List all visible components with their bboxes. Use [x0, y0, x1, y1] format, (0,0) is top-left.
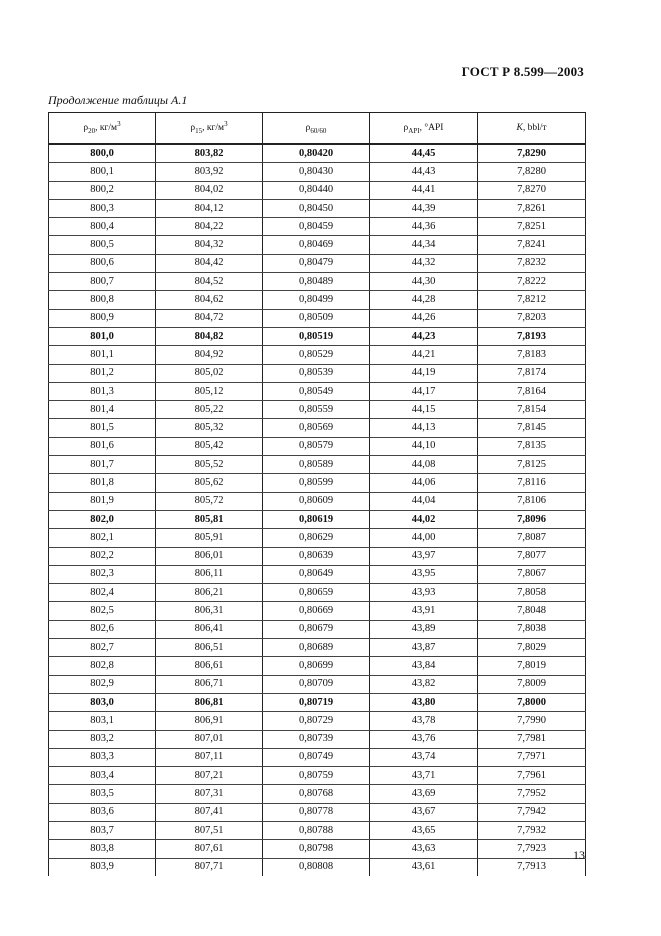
table-cell: 806,81: [156, 693, 263, 711]
table-cell: 44,23: [370, 327, 478, 345]
table-cell: 44,08: [370, 456, 478, 474]
table-cell: 44,19: [370, 364, 478, 382]
table-cell: 801,9: [49, 492, 156, 510]
table-cell: 44,45: [370, 144, 478, 163]
table-cell: 0,80450: [263, 199, 370, 217]
table-cell: 0,80629: [263, 529, 370, 547]
table-cell: 7,8232: [478, 254, 586, 272]
table-cell: 803,2: [49, 730, 156, 748]
table-row: [49, 419, 586, 437]
table-cell: 0,80669: [263, 602, 370, 620]
table-cell: 44,26: [370, 309, 478, 327]
table-cell: 7,8193: [478, 327, 586, 345]
table-cell: 0,80539: [263, 364, 370, 382]
table-cell: 0,80768: [263, 785, 370, 803]
table-cell: 801,5: [49, 419, 156, 437]
table-cell: 803,82: [156, 144, 263, 163]
table-cell: 7,8000: [478, 693, 586, 711]
column-header: [263, 113, 370, 145]
column-subscript: API: [408, 127, 420, 136]
table-cell: 807,31: [156, 785, 263, 803]
table-cell: 804,02: [156, 181, 263, 199]
table-cell: 803,9: [49, 858, 156, 876]
table-header-row: [49, 113, 586, 145]
table-row: [49, 144, 586, 163]
table-cell: 7,8125: [478, 456, 586, 474]
table-row: [49, 382, 586, 400]
table-cell: 802,3: [49, 565, 156, 583]
column-header: [478, 113, 586, 145]
column-subscript: 60/60: [310, 127, 327, 136]
table-cell: 802,5: [49, 602, 156, 620]
table-cell: 802,8: [49, 657, 156, 675]
table-row: [49, 437, 586, 455]
table-cell: 44,28: [370, 291, 478, 309]
table-cell: 807,01: [156, 730, 263, 748]
table-cell: 0,80619: [263, 510, 370, 528]
table-cell: 43,95: [370, 565, 478, 583]
table-cell: 807,21: [156, 767, 263, 785]
table-cell: 801,4: [49, 401, 156, 419]
table-row: [49, 199, 586, 217]
table-cell: 801,8: [49, 474, 156, 492]
table-cell: 806,11: [156, 565, 263, 583]
table-cell: 803,92: [156, 163, 263, 181]
column-superscript: 3: [117, 120, 121, 129]
table-cell: 802,4: [49, 584, 156, 602]
table-row: [49, 309, 586, 327]
table-row: [49, 639, 586, 657]
table-cell: 0,80459: [263, 218, 370, 236]
table-cell: 802,6: [49, 620, 156, 638]
table-cell: 7,8077: [478, 547, 586, 565]
table-cell: 43,76: [370, 730, 478, 748]
table-cell: 44,17: [370, 382, 478, 400]
density-table: [48, 112, 586, 876]
table-row: [49, 181, 586, 199]
table-cell: 800,6: [49, 254, 156, 272]
table-cell: 43,67: [370, 803, 478, 821]
table-cell: 806,01: [156, 547, 263, 565]
table-cell: 0,80469: [263, 236, 370, 254]
table-cell: 802,9: [49, 675, 156, 693]
table-row: [49, 565, 586, 583]
table-cell: 44,30: [370, 273, 478, 291]
table-cell: 7,8096: [478, 510, 586, 528]
table-cell: 800,1: [49, 163, 156, 181]
table-cell: 7,8280: [478, 163, 586, 181]
table-cell: 803,3: [49, 748, 156, 766]
column-symbol: K: [516, 123, 523, 134]
table-cell: 806,51: [156, 639, 263, 657]
table-row: [49, 218, 586, 236]
table-cell: 44,02: [370, 510, 478, 528]
table-cell: 801,7: [49, 456, 156, 474]
table-cell: 0,80729: [263, 712, 370, 730]
table-row: [49, 364, 586, 382]
table-cell: 804,62: [156, 291, 263, 309]
table-row: [49, 657, 586, 675]
table-cell: 802,7: [49, 639, 156, 657]
column-unit: , кг/м: [95, 123, 118, 134]
column-symbol: ρ: [305, 123, 311, 134]
table-cell: 43,69: [370, 785, 478, 803]
table-row: [49, 785, 586, 803]
column-unit: , bbl/т: [522, 123, 547, 134]
table-cell: 800,4: [49, 218, 156, 236]
table-cell: 0,80639: [263, 547, 370, 565]
table-cell: 803,1: [49, 712, 156, 730]
table-cell: 805,42: [156, 437, 263, 455]
table-cell: 805,62: [156, 474, 263, 492]
column-unit: , кг/м: [202, 123, 225, 134]
table-cell: 7,7932: [478, 821, 586, 839]
table-cell: 800,7: [49, 273, 156, 291]
table-cell: 0,80739: [263, 730, 370, 748]
table-cell: 43,63: [370, 840, 478, 858]
table-cell: 0,80699: [263, 657, 370, 675]
table-row: [49, 291, 586, 309]
table-cell: 804,82: [156, 327, 263, 345]
page-number: 13: [573, 848, 585, 862]
table-row: [49, 236, 586, 254]
table-row: [49, 730, 586, 748]
table-cell: 7,8009: [478, 675, 586, 693]
table-cell: 44,41: [370, 181, 478, 199]
column-unit: , °API: [419, 123, 444, 134]
table-cell: 44,00: [370, 529, 478, 547]
table-row: [49, 547, 586, 565]
table-cell: 44,39: [370, 199, 478, 217]
table-cell: 7,8261: [478, 199, 586, 217]
table-cell: 7,8048: [478, 602, 586, 620]
table-cell: 803,0: [49, 693, 156, 711]
table-cell: 0,80749: [263, 748, 370, 766]
table-cell: 805,12: [156, 382, 263, 400]
table-cell: 7,8019: [478, 657, 586, 675]
table-cell: 0,80440: [263, 181, 370, 199]
table-cell: 0,80529: [263, 346, 370, 364]
table-cell: 7,8222: [478, 273, 586, 291]
table-cell: 0,80759: [263, 767, 370, 785]
table-cell: 804,32: [156, 236, 263, 254]
table-row: [49, 163, 586, 181]
table-row: [49, 456, 586, 474]
table-cell: 801,0: [49, 327, 156, 345]
table-row: [49, 327, 586, 345]
table-cell: 43,78: [370, 712, 478, 730]
table-row: [49, 858, 586, 876]
table-cell: 0,80798: [263, 840, 370, 858]
table-cell: 0,80679: [263, 620, 370, 638]
table-cell: 43,82: [370, 675, 478, 693]
table-cell: 44,36: [370, 218, 478, 236]
table-row: [49, 254, 586, 272]
table-row: [49, 584, 586, 602]
table-cell: 804,42: [156, 254, 263, 272]
table-cell: 803,8: [49, 840, 156, 858]
table-cell: 0,80430: [263, 163, 370, 181]
table-cell: 800,0: [49, 144, 156, 163]
table-row: [49, 401, 586, 419]
table-cell: 0,80509: [263, 309, 370, 327]
table-cell: 0,80569: [263, 419, 370, 437]
table-cell: 7,7942: [478, 803, 586, 821]
table-row: [49, 510, 586, 528]
table-cell: 7,7981: [478, 730, 586, 748]
table-cell: 7,8106: [478, 492, 586, 510]
table-row: [49, 840, 586, 858]
column-header: [49, 113, 156, 145]
table-cell: 0,80609: [263, 492, 370, 510]
table-cell: 804,72: [156, 309, 263, 327]
column-header: [370, 113, 478, 145]
table-cell: 7,8241: [478, 236, 586, 254]
table-cell: 807,71: [156, 858, 263, 876]
table-cell: 0,80719: [263, 693, 370, 711]
column-header: [156, 113, 263, 145]
table-cell: 803,7: [49, 821, 156, 839]
table-cell: 804,92: [156, 346, 263, 364]
table-cell: 0,80420: [263, 144, 370, 163]
column-superscript: 3: [224, 120, 228, 129]
table-cell: 806,71: [156, 675, 263, 693]
table-cell: 7,8135: [478, 437, 586, 455]
table-cell: 44,34: [370, 236, 478, 254]
table-cell: 0,80499: [263, 291, 370, 309]
table-cell: 800,2: [49, 181, 156, 199]
table-cell: 44,43: [370, 163, 478, 181]
table-cell: 44,10: [370, 437, 478, 455]
table-cell: 43,74: [370, 748, 478, 766]
table-cell: 801,3: [49, 382, 156, 400]
table-cell: 44,21: [370, 346, 478, 364]
table-cell: 805,02: [156, 364, 263, 382]
table-cell: 43,93: [370, 584, 478, 602]
table-row: [49, 712, 586, 730]
table-cell: 0,80519: [263, 327, 370, 345]
table-row: [49, 620, 586, 638]
table-cell: 0,80649: [263, 565, 370, 583]
table-cell: 7,8029: [478, 639, 586, 657]
table-cell: 44,15: [370, 401, 478, 419]
table-row: [49, 529, 586, 547]
table-cell: 7,8290: [478, 144, 586, 163]
column-subscript: 15: [195, 127, 203, 136]
table-cell: 805,52: [156, 456, 263, 474]
table-cell: 0,80599: [263, 474, 370, 492]
table-row: [49, 767, 586, 785]
table-cell: 800,5: [49, 236, 156, 254]
table-cell: 7,7952: [478, 785, 586, 803]
table-cell: 7,8116: [478, 474, 586, 492]
table-row: [49, 693, 586, 711]
table-cell: 0,80579: [263, 437, 370, 455]
table-row: [49, 675, 586, 693]
table-cell: 801,6: [49, 437, 156, 455]
table-cell: 0,80489: [263, 273, 370, 291]
table-cell: 806,31: [156, 602, 263, 620]
table-cell: 43,71: [370, 767, 478, 785]
table-cell: 801,1: [49, 346, 156, 364]
table-cell: 805,91: [156, 529, 263, 547]
table-cell: 43,87: [370, 639, 478, 657]
table-cell: 802,0: [49, 510, 156, 528]
table-cell: 44,32: [370, 254, 478, 272]
table-cell: 7,8203: [478, 309, 586, 327]
table-cell: 803,5: [49, 785, 156, 803]
table-cell: 0,80549: [263, 382, 370, 400]
table-cell: 43,61: [370, 858, 478, 876]
table-cell: 803,4: [49, 767, 156, 785]
table-row: [49, 803, 586, 821]
table-cell: 806,21: [156, 584, 263, 602]
table-cell: 7,8145: [478, 419, 586, 437]
table-cell: 7,8038: [478, 620, 586, 638]
table-cell: 801,2: [49, 364, 156, 382]
table-cell: 800,8: [49, 291, 156, 309]
table-cell: 805,72: [156, 492, 263, 510]
table-cell: 7,8212: [478, 291, 586, 309]
table-cell: 806,61: [156, 657, 263, 675]
table-cell: 43,97: [370, 547, 478, 565]
table-row: [49, 474, 586, 492]
table-cell: 804,52: [156, 273, 263, 291]
column-symbol: ρ: [83, 123, 89, 134]
table-row: [49, 273, 586, 291]
table-cell: 7,7961: [478, 767, 586, 785]
table-cell: 43,80: [370, 693, 478, 711]
table-cell: 0,80659: [263, 584, 370, 602]
table-cell: 806,91: [156, 712, 263, 730]
table-row: [49, 492, 586, 510]
table-cell: 7,7990: [478, 712, 586, 730]
table-cell: 803,6: [49, 803, 156, 821]
column-symbol: ρ: [190, 123, 196, 134]
table-cell: 807,61: [156, 840, 263, 858]
table-cell: 807,11: [156, 748, 263, 766]
table-cell: 7,8154: [478, 401, 586, 419]
table-cell: 43,91: [370, 602, 478, 620]
table-cell: 7,8067: [478, 565, 586, 583]
table-cell: 806,41: [156, 620, 263, 638]
table-cell: 7,7923: [478, 840, 586, 858]
table-cell: 800,3: [49, 199, 156, 217]
table-cell: 7,8270: [478, 181, 586, 199]
table-cell: 7,8087: [478, 529, 586, 547]
table-cell: 7,8164: [478, 382, 586, 400]
table-cell: 43,65: [370, 821, 478, 839]
table-cell: 800,9: [49, 309, 156, 327]
column-symbol: ρ: [403, 123, 409, 134]
table-body: [49, 144, 586, 876]
table-cell: 0,80689: [263, 639, 370, 657]
table-cell: 44,04: [370, 492, 478, 510]
table-cell: 802,1: [49, 529, 156, 547]
table-cell: 0,80559: [263, 401, 370, 419]
table-cell: 0,80778: [263, 803, 370, 821]
table-cell: 805,32: [156, 419, 263, 437]
table-caption: Продолжение таблицы А.1: [48, 93, 188, 107]
table-cell: 44,06: [370, 474, 478, 492]
table-cell: 43,89: [370, 620, 478, 638]
table-row: [49, 748, 586, 766]
table-cell: 0,80808: [263, 858, 370, 876]
table-cell: 0,80479: [263, 254, 370, 272]
table-cell: 7,7971: [478, 748, 586, 766]
table-cell: 804,22: [156, 218, 263, 236]
table-cell: 807,41: [156, 803, 263, 821]
table-cell: 0,80709: [263, 675, 370, 693]
table-cell: 7,7913: [478, 858, 586, 876]
table-cell: 7,8174: [478, 364, 586, 382]
table-cell: 802,2: [49, 547, 156, 565]
table-row: [49, 602, 586, 620]
table-cell: 7,8183: [478, 346, 586, 364]
column-subscript: 20: [88, 127, 96, 136]
table-cell: 7,8058: [478, 584, 586, 602]
table-row: [49, 821, 586, 839]
document-code: ГОСТ Р 8.599—2003: [461, 64, 584, 79]
table-row: [49, 346, 586, 364]
table-cell: 7,8251: [478, 218, 586, 236]
table-cell: 804,12: [156, 199, 263, 217]
table-cell: 43,84: [370, 657, 478, 675]
table-cell: 807,51: [156, 821, 263, 839]
table-cell: 0,80788: [263, 821, 370, 839]
table-cell: 0,80589: [263, 456, 370, 474]
table-cell: 805,81: [156, 510, 263, 528]
table-cell: 44,13: [370, 419, 478, 437]
table-cell: 805,22: [156, 401, 263, 419]
